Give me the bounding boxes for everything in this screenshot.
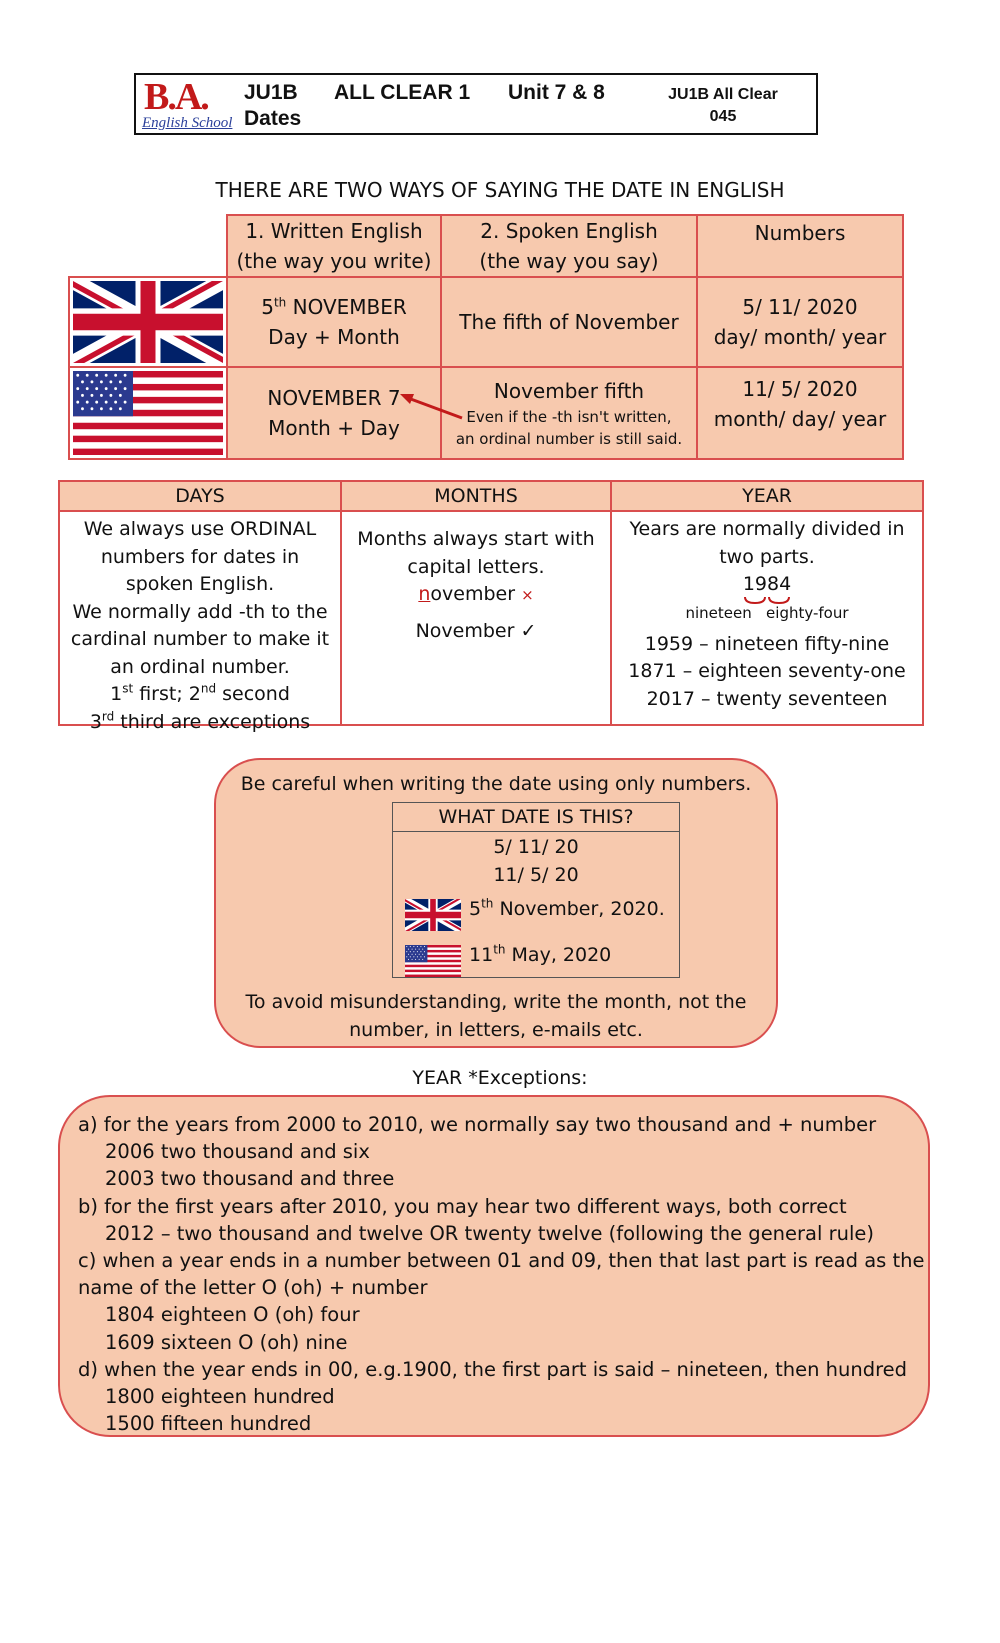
careful-box <box>214 758 778 1048</box>
days-example-2 <box>60 709 340 737</box>
ex1-sup-a: st <box>122 681 134 696</box>
days-example-1 <box>60 681 340 709</box>
us-numbers-text: 11/ 5/ 2020 <box>742 377 858 401</box>
uk-written-num: 5 <box>261 295 274 319</box>
uk-flag-icon <box>73 281 223 363</box>
uk-int-num: 5 <box>469 898 482 920</box>
us-flag-cell <box>68 366 228 460</box>
days-line: an ordinal number. <box>110 655 290 678</box>
us-flag-icon <box>405 945 461 977</box>
year-example-wrap <box>743 571 791 599</box>
worksheet-ref <box>648 84 798 128</box>
ref-line-1: JU1B All Clear <box>668 86 778 103</box>
cross-icon: × <box>521 586 534 604</box>
logo-letters: B.A. <box>144 76 208 118</box>
days-header: DAYS <box>58 480 342 512</box>
us-spoken-text: November fifth <box>493 379 645 403</box>
us-interpretation <box>469 941 611 969</box>
careful-intro: Be careful when writing the date using only numbers. <box>240 773 752 795</box>
topic-label: Dates <box>244 107 302 130</box>
uk-spoken-cell <box>440 276 698 368</box>
ex2-text: third are exceptions <box>114 710 311 733</box>
what-date-header: WHAT DATE IS THIS? <box>393 803 679 832</box>
unit-label: Unit 7 & 8 <box>508 81 605 104</box>
months-cell <box>340 510 612 726</box>
header-spoken-line1: 2. Spoken English <box>480 219 658 243</box>
uk-written-sup: th <box>273 295 287 310</box>
page-title: THERE ARE TWO WAYS OF SAYING THE DATE IN ENGLISH <box>215 178 785 202</box>
date-option-2: 11/ 5/ 20 <box>493 864 579 886</box>
brace-icon <box>743 595 791 605</box>
us-written-order: Month + Day <box>268 416 400 440</box>
us-int-num: 11 <box>469 944 494 966</box>
uk-int-sup: th <box>481 896 494 911</box>
days-line: numbers for dates in <box>100 545 300 568</box>
months-line: capital letters. <box>407 555 545 578</box>
date-ways-table <box>68 214 924 462</box>
us-spoken-cell <box>440 366 698 460</box>
exception-line: c) when a year ends in a number between 01 and 09, then that last part is read as the <box>78 1249 925 1273</box>
careful-outro-1: To avoid misunderstanding, write the month, not the <box>245 991 747 1013</box>
uk-written-date <box>261 292 407 322</box>
uk-written-cell <box>226 276 442 368</box>
course-code: JU1B <box>244 81 298 104</box>
year-part-2: eighty-four <box>766 603 849 622</box>
uk-numbers-order: day/ month/ year <box>713 325 887 349</box>
exceptions-list <box>78 1111 925 1437</box>
ex1-text-b: first; 2 <box>133 683 201 705</box>
header-written-line2: (the way you write) <box>236 249 432 273</box>
exception-line: 1609 sixteen O (oh) nine <box>105 1330 348 1354</box>
exception-line: b) for the first years after 2010, you may hear two different ways, both correct <box>78 1194 847 1218</box>
exception-line: 1500 fifteen hundred <box>105 1412 312 1436</box>
us-note-line1: Even if the -th isn't written, <box>466 408 672 426</box>
wrong-letter: n <box>418 583 431 605</box>
days-line: We always use ORDINAL <box>83 518 317 540</box>
rules-table <box>58 480 924 733</box>
uk-written-month: NOVEMBER <box>286 295 407 319</box>
exception-line: 2012 – two thousand and twelve OR twenty twelve (following the general rule) <box>105 1221 875 1245</box>
exception-line: 1804 eighteen O (oh) four <box>105 1303 360 1327</box>
header-numbers <box>696 214 904 278</box>
wrong-rest: ovember <box>430 583 516 605</box>
uk-int-rest: November, 2020. <box>493 898 665 920</box>
uk-interpretation <box>469 895 665 923</box>
header-spoken-line2: (the way you say) <box>479 249 659 273</box>
ex1-num-a: 1 <box>110 683 123 705</box>
exception-line: a) for the years from 2000 to 2010, we normally say two thousand and + number <box>78 1113 877 1136</box>
what-date-box <box>392 802 680 978</box>
year-example-line: 2017 – twenty seventeen <box>646 687 888 710</box>
ex2-sup: rd <box>101 709 115 724</box>
us-numbers-cell <box>696 366 904 460</box>
right-word: November <box>415 619 515 642</box>
year-example: 1984 <box>742 573 792 595</box>
us-note-line2: an ordinal number is still said. <box>455 430 683 448</box>
months-line: Months always start with <box>357 528 595 550</box>
uk-flag-icon <box>405 899 461 931</box>
us-int-rest: May, 2020 <box>505 944 612 966</box>
days-line: cardinal number to make it <box>70 628 330 650</box>
exception-line: d) when the year ends in 00, e.g.1900, the first part is said – nineteen, then hundred <box>78 1357 908 1381</box>
uk-spoken-text: The fifth of November <box>459 310 679 334</box>
year-example-line: 1959 – nineteen fifty-nine <box>644 632 890 655</box>
check-icon: ✓ <box>520 619 537 642</box>
careful-outro-2: number, in letters, e-mails etc. <box>349 1019 643 1041</box>
exception-line: 1800 eighteen hundred <box>105 1385 335 1409</box>
months-wrong-example <box>342 581 610 610</box>
year-part-1: nineteen <box>685 603 752 622</box>
us-int-sup: th <box>493 942 506 957</box>
logo-subtitle: English School <box>142 115 233 131</box>
ex2-num: 3 <box>89 710 102 733</box>
months-header: MONTHS <box>340 480 612 512</box>
year-cell <box>610 510 924 726</box>
us-numbers-order: month/ day/ year <box>713 407 887 431</box>
header-numbers-text: Numbers <box>754 221 846 245</box>
header-written-line1: 1. Written English <box>245 219 423 243</box>
year-line: Years are normally divided in <box>629 518 905 540</box>
exceptions-title: YEAR *Exceptions: <box>412 1067 588 1089</box>
book-title: ALL CLEAR 1 <box>334 81 471 104</box>
ref-line-2: 045 <box>709 108 737 125</box>
us-written-date: NOVEMBER 7 <box>267 386 401 410</box>
exception-line: name of the letter O (oh) + number <box>78 1276 428 1300</box>
exception-line: 2006 two thousand and six <box>105 1140 370 1164</box>
exceptions-box <box>58 1095 930 1437</box>
days-line: We normally add -th to the <box>72 600 328 623</box>
date-option-1: 5/ 11/ 20 <box>493 836 579 858</box>
ex1-text-c: second <box>216 683 290 705</box>
worksheet-header <box>134 73 818 135</box>
uk-numbers-cell <box>696 276 904 368</box>
year-example-line: 1871 – eighteen seventy-one <box>628 660 906 682</box>
year-header: YEAR <box>610 480 924 512</box>
uk-numbers-text: 5/ 11/ 2020 <box>742 295 858 319</box>
red-arrow-icon <box>398 386 468 426</box>
year-line: two parts. <box>719 545 815 568</box>
days-cell <box>58 510 342 733</box>
uk-written-order: Day + Month <box>268 325 400 349</box>
header-written <box>226 214 442 278</box>
months-right-example <box>342 618 610 646</box>
ex1-sup-b: nd <box>200 681 217 696</box>
school-logo <box>140 77 236 133</box>
days-line: spoken English. <box>125 573 275 595</box>
header-spoken <box>440 214 698 278</box>
us-flag-icon <box>73 371 223 455</box>
uk-flag-cell <box>68 276 228 368</box>
exception-line: 2003 two thousand and three <box>105 1167 395 1191</box>
